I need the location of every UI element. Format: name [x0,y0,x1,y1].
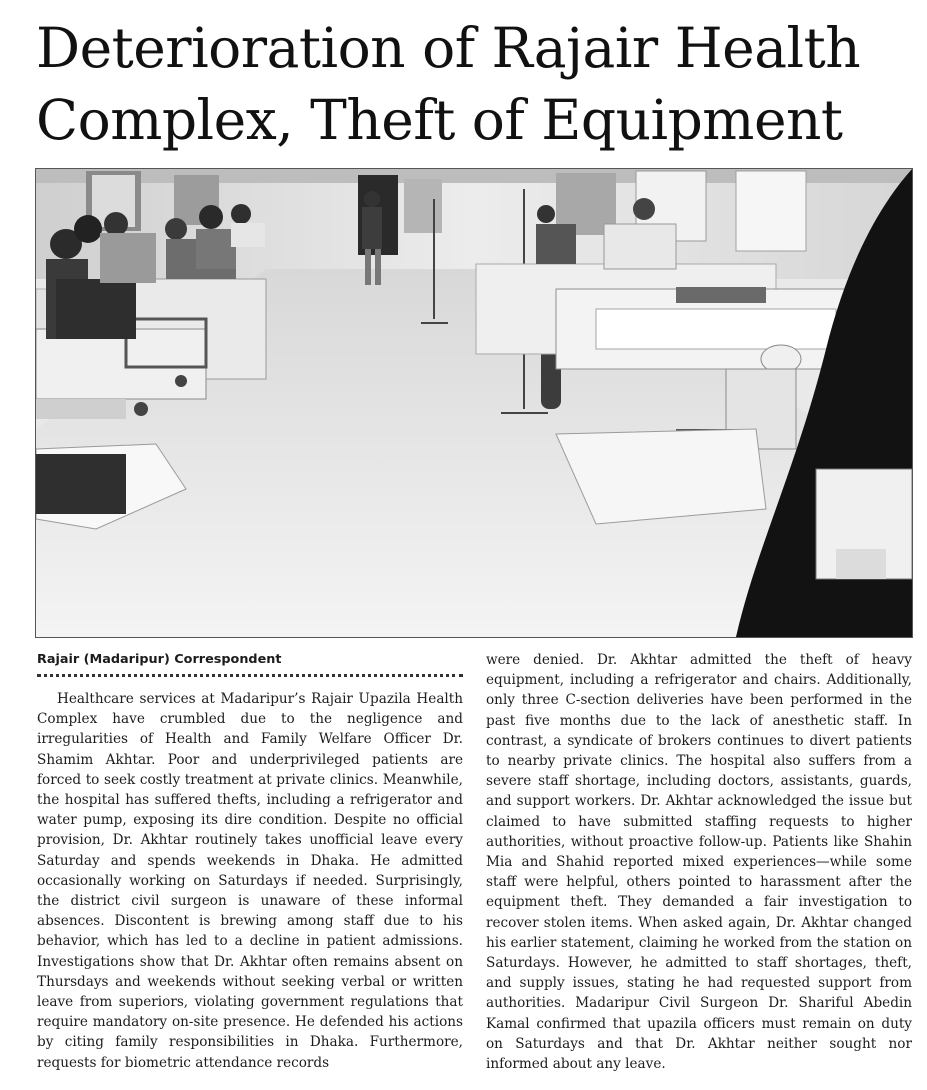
article-column-right [486,650,912,1074]
article-body-right: were denied. Dr. Akhtar admitted the theft of heavy equipment, including a refrigerator and chairs. Additionally, only three C-section deliveries have been performed in the past five months due to the lack of anesthetic staff. In contrast, a syndicate of brokers continues to divert patients to nearby private clinics. The hospital also suffers from a severe staff shortage, including doctors, assistants, guards, and support workers. Dr. Akhtar acknowledged the issue but claimed to have submitted staffing requests to higher authorities, without proactive follow-up. Patients like Shahin Mia and Shahid reported mixed experiences—while some staff were helpful, others pointed to harassment after the equipment theft. They demanded a fair investigation to recover stolen items. When asked again, Dr. Akhtar changed his earlier statement, claiming he worked from the station on Saturdays. However, he admitted to staff shortages, theft, and supply issues, stating he had requested support from authorities. Madaripur Civil Surgeon Dr. Shariful Abedin Kamal confirmed that upazila officers must remain on duty on Saturdays and that Dr. Akhtar neither sought nor informed about any leave. [486,652,912,1073]
byline: Rajair (Madaripur) Correspondent [37,650,463,677]
headline: Deterioration of Rajair Health Complex, Theft of Equipment [36,16,861,152]
article-column-left [37,650,463,1073]
article-body-left: Healthcare services at Madaripur’s Rajair Upazila Health Complex have crumbled due to the negligence and irregularities of Health and Family Welfare Officer Dr. Shamim Akhtar. Poor and underprivileged patients are forced to seek costly treatment at private clinics. Meanwhile, the hospital has suffered thefts, including a refrigerator and water pump, exposing its dire condition. Despite no official provision, Dr. Akhtar routinely takes unofficial leave every Saturday and spends weekends in Dhaka. He admitted occasionally working on Saturdays if needed. Surprisingly, the district civil surgeon is unaware of these informal absences. Discontent is brewing among staff due to his behavior, which has led to a decline in patient admissions. Investigations show that Dr. Akhtar often remains absent on Thursdays and weekends without seeking verbal or written leave from superiors, violating government regulations that require mandatory on-site presence. He defended his actions by citing family responsibilities in Dhaka. Furthermore, requests for biometric attendance records [37,691,463,1071]
hospital-ward-photo [35,168,913,638]
